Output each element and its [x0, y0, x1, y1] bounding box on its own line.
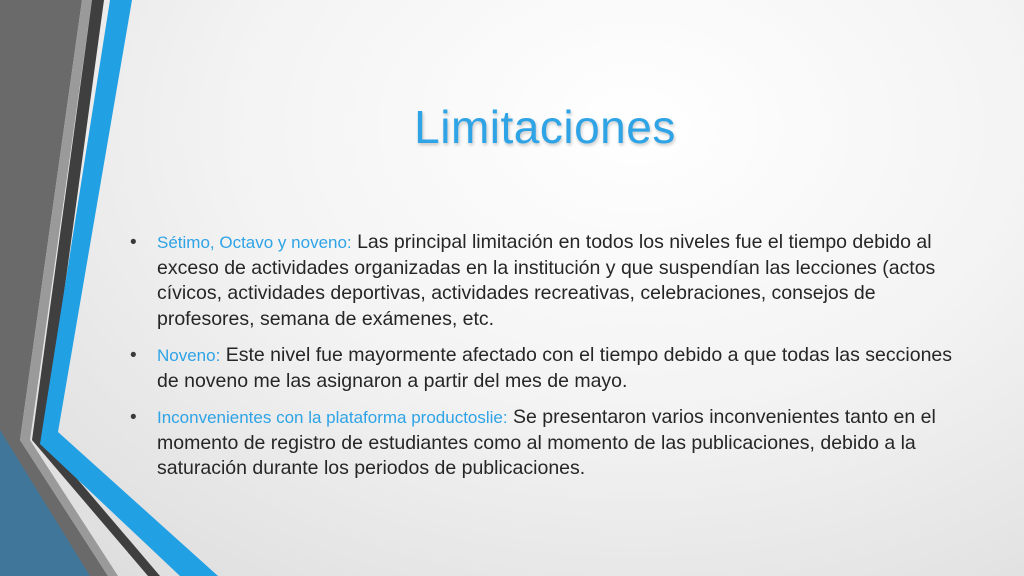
- bullet-lead: Inconvenientes con la plataforma productoslie:: [157, 408, 508, 427]
- slide-title: Limitaciones: [414, 101, 676, 153]
- bullet-dot-icon: •: [130, 407, 137, 428]
- bullet-text: Se presentaron varios inconvenientes tanto en el momento de registro de estudiantes como al momento de las publicaciones, debido a la saturación durante los periodos de publicaciones.: [157, 406, 936, 479]
- bullet-lead: Noveno:: [157, 346, 221, 365]
- bullet-dot-icon: •: [130, 345, 137, 366]
- bullet-item: [130, 343, 967, 394]
- bullet-dot-icon: •: [130, 232, 137, 253]
- bullet-lead: Sétimo, Octavo y noveno:: [157, 233, 352, 252]
- bullet-item: [130, 405, 967, 482]
- bullet-text: Este nivel fue mayormente afectado con el tiempo debido a que todas las secciones de noveno me las asignaron a partir del mes de mayo.: [157, 344, 953, 392]
- bullet-item: [130, 230, 967, 332]
- bullet-text: Las principal limitación en todos los niveles fue el tiempo debido al exceso de actividades organizadas en la institución y que suspendían las lecciones (actos cívicos, actividades deportivas, actividades recreativas, celebraciones, consejos de profesores, semana de exámenes, etc.: [157, 231, 936, 330]
- bullet-list: [130, 230, 967, 493]
